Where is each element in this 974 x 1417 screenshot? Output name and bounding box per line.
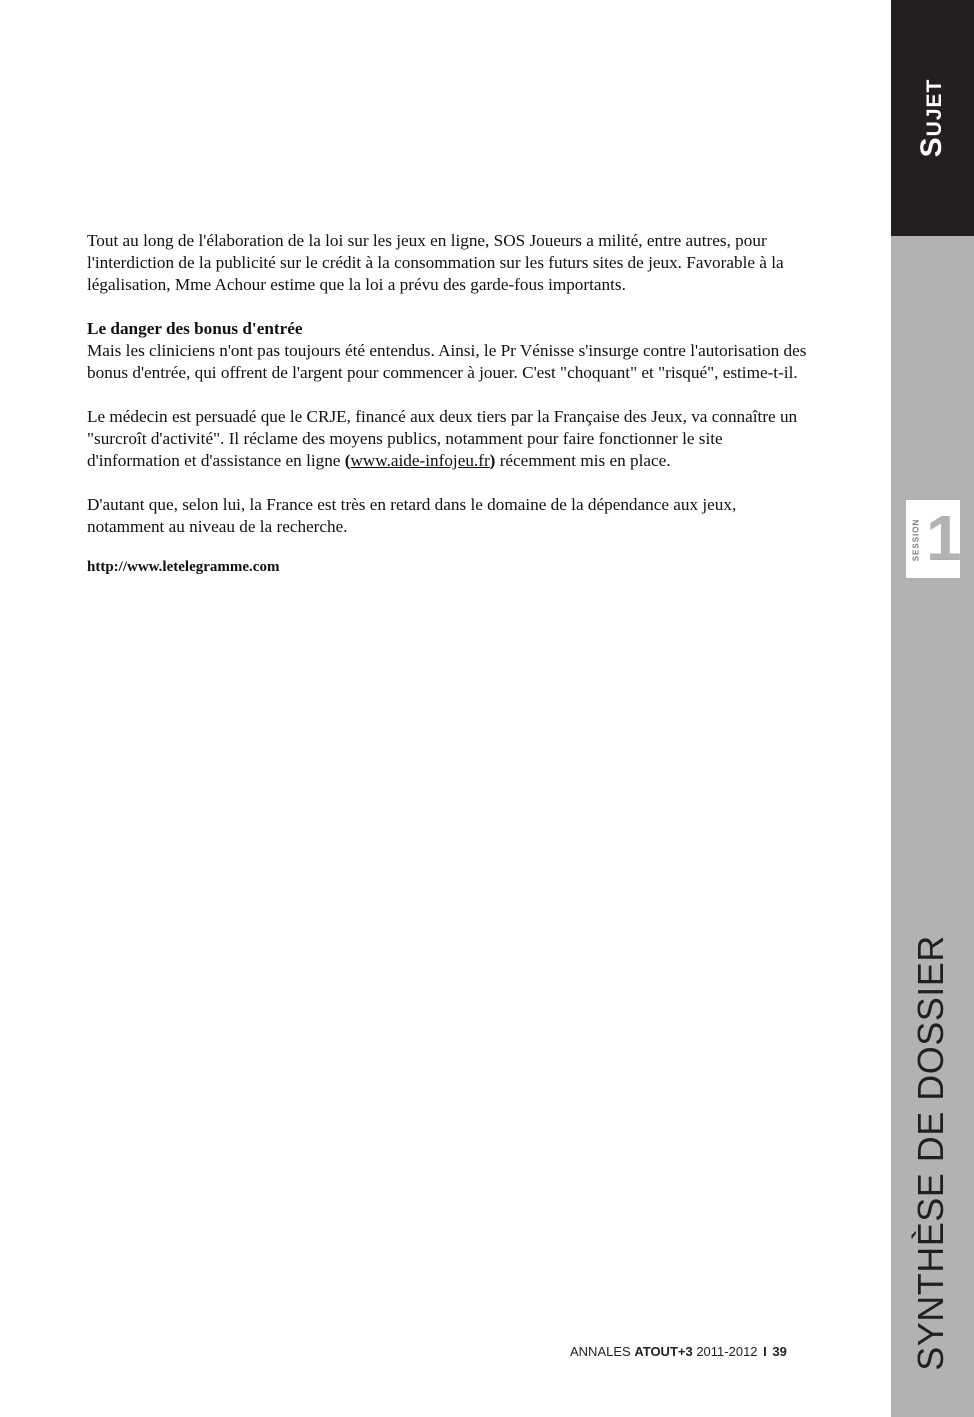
page-footer xyxy=(570,1344,787,1359)
page-number: 39 xyxy=(772,1344,787,1359)
session-badge xyxy=(906,500,960,578)
sidebar-title: Sujet xyxy=(915,78,948,158)
paragraph-crje-end: récemment mis en place. xyxy=(495,451,671,470)
footer-annales: ANNALES xyxy=(570,1344,635,1359)
paragraph-bonus xyxy=(87,318,817,384)
link-open-paren: ( xyxy=(344,451,351,470)
source-url: http://www.letelegramme.com xyxy=(87,559,280,575)
section-label: SYNTHÈSE DE DOSSIER xyxy=(910,935,951,1371)
footer-years: 2011-2012 xyxy=(692,1344,762,1359)
link-close-paren: ) xyxy=(489,451,496,470)
paragraph-intro: Tout au long de l'élaboration de la loi sur les jeux en ligne, SOS Joueurs a milité, entre autres, pour l'interdiction de la publicité sur le crédit à la consommation sur les futurs sites de jeux. Favorable à la légalisation, Mme Achour estime que la loi a prévu des garde-fous importants. xyxy=(87,231,784,294)
sidebar xyxy=(891,0,974,1417)
paragraph-bonus-text: Mais les cliniciens n'ont pas toujours été entendus. Ainsi, le Pr Vénisse s'insurge contre l'autorisation des bonus d'entrée, qui offrent de l'argent pour commencer à jouer. C'est "choquant" et "risqué", estime-t-il. xyxy=(87,341,807,382)
aide-infojeu-link[interactable]: www.aide-infojeu.fr xyxy=(350,451,490,470)
section-heading: Le danger des bonus d'entrée xyxy=(87,319,303,338)
paragraph-crje-text: Le médecin est persuadé que le CRJE, financé aux deux tiers par la Française des Jeux, va connaître un "surcroît d'activité". Il réclame des moyens publics, notamment pour faire fonctionner le site d'information et d'assistance en ligne xyxy=(87,407,798,470)
paragraph-crje xyxy=(87,406,817,472)
sidebar-header-block xyxy=(891,0,974,236)
article-body xyxy=(87,230,817,600)
session-number: 1 xyxy=(926,502,962,574)
footer-brand: ATOUT+3 xyxy=(634,1344,693,1359)
session-label: SESSION xyxy=(911,518,921,562)
footer-separator: I xyxy=(763,1344,767,1359)
paragraph-retard: D'autant que, selon lui, la France est très en retard dans le domaine de la dépendance aux jeux, notamment au niveau de la recherche. xyxy=(87,495,737,536)
